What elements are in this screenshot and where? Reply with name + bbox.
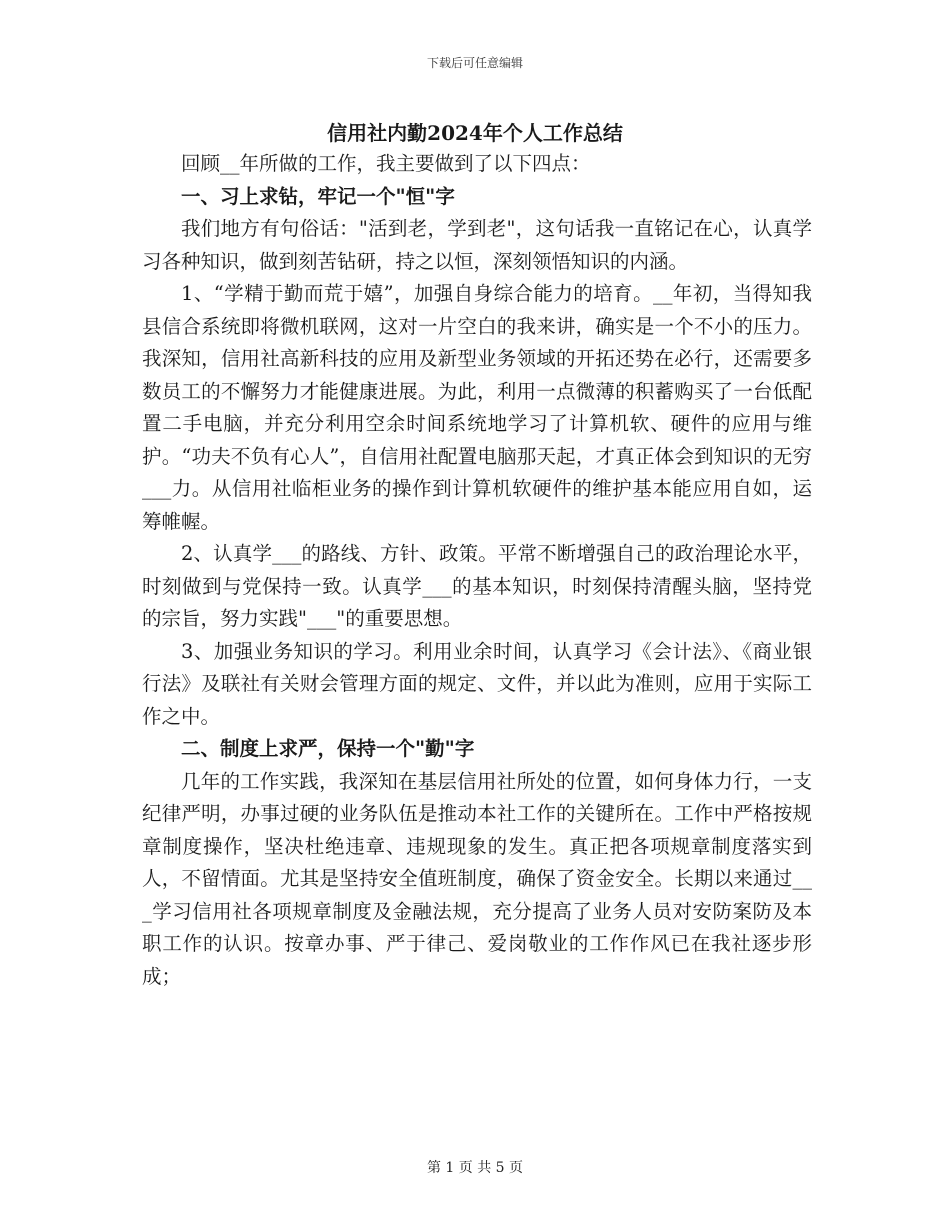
section-1-paragraph-4: 3、加强业务知识的学习。利用业余时间，认真学习《会计法》、《商业银行法》及联社有关财会管理方面的规定、文件，并以此为准则，应用于实际工作之中。 — [142, 639, 812, 728]
section-2-paragraph-1: 几年的工作实践，我深知在基层信用社所处的位置，如何身体力行，一支纪律严明，办事过硬的业务队伍是推动本社工作的关键所在。工作中严格按规章制度操作，坚决杜绝违章、违规现象的发生。真正把各项规章制度落实到人，不留情面。尤其是坚持安全值班制度，确保了资金安全。长期以来通过___学习信用社各项规章制度及金融法规，充分提高了业务人员对安防案防及本职工作的认识。按章办事、严于律己、爱岗敬业的工作作风已在我社逐步形成； — [142, 769, 812, 988]
document-title: 信用社内勤2024年个人工作总结 — [327, 121, 623, 145]
section-1-heading: 一、习上求钻，牢记一个"恒"字 — [181, 184, 455, 208]
intro-paragraph: 回顾__年所做的工作，我主要做到了以下四点： — [181, 152, 591, 175]
page-header-note: 下载后可任意编辑 — [426, 56, 523, 70]
section-1-paragraph-1: 我们地方有句俗话："活到老，学到老"，这句话我一直铭记在心，认真学习各种知识，做到刻苦钻研，持之以恒，深刻领悟知识的内涵。 — [142, 217, 812, 273]
section-2-heading: 二、制度上求严，保持一个"勤"字 — [181, 737, 475, 760]
section-1-paragraph-3: 2、认真学___的路线、方针、政策。平常不断增强自己的政治理论水平，时刻做到与党保持一致。认真学___的基本知识，时刻保持清醒头脑，坚持党的宗旨，努力实践"___"的重要思想。 — [142, 542, 812, 630]
section-1-paragraph-2: 1、“学精于勤而荒于嬉”，加强自身综合能力的培育。__年初，当得知我县信合系统即将微机联网，这对一片空白的我来讲，确实是一个不小的压力。我深知，信用社高新科技的应用及新型业务领域的开拓还势在必行，还需要多数员工的不懈努力才能健康进展。为此，利用一点微薄的积蓄购买了一台低配置二手电脑，并充分利用空余时间系统地学习了计算机软、硬件的应用与维护。“功夫不负有心人”，自信用社配置电脑那天起，才真正体会到知识的无穷___力。从信用社临柜业务的操作到计算机软硬件的维护基本能应用自如，运筹帷幄。 — [142, 282, 812, 533]
page-footer: 第 1 页 共 5 页 — [426, 1160, 524, 1176]
document-body — [142, 148, 812, 993]
